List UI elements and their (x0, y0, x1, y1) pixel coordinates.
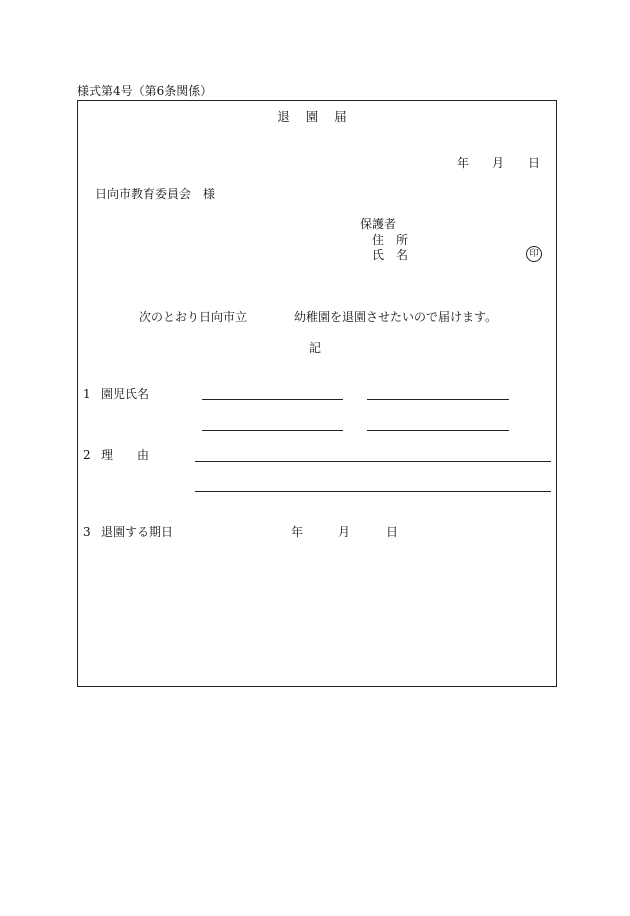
guardian-address-label: 住 所 (372, 233, 409, 247)
form-number-label: 様式第4号（第6条関係） (77, 84, 213, 98)
guardian-heading: 保護者 (360, 217, 397, 231)
statement-part-2: 幼稚園を退園させたいので届けます。 (294, 310, 498, 324)
child-name-line-2b[interactable] (367, 430, 509, 431)
addressee: 日向市教育委員会 様 (95, 187, 216, 201)
item-3-label: 退園する期日 (101, 525, 174, 539)
withdrawal-year-label: 年 (291, 525, 304, 539)
seal-mark: 印 (526, 246, 542, 262)
date-day-label: 日 (528, 156, 541, 170)
withdrawal-day-label: 日 (386, 525, 399, 539)
reason-line-2[interactable] (195, 491, 551, 492)
form-title: 退 園 届 (277, 109, 353, 124)
date-month-label: 月 (492, 156, 505, 170)
ki-heading: 記 (308, 341, 321, 355)
child-name-line-1b[interactable] (367, 399, 509, 400)
item-2-label: 理 由 (101, 448, 150, 462)
item-1-label: 園児氏名 (101, 387, 150, 401)
item-1-number: 1 (83, 387, 91, 401)
child-name-line-1a[interactable] (202, 399, 343, 400)
item-3-number: 3 (83, 525, 91, 539)
date-year-label: 年 (457, 156, 470, 170)
guardian-name-label: 氏 名 (372, 248, 409, 262)
statement-part-1: 次のとおり日向市立 (139, 310, 248, 324)
withdrawal-month-label: 月 (338, 525, 351, 539)
child-name-line-2a[interactable] (202, 430, 343, 431)
reason-line-1[interactable] (195, 461, 551, 462)
item-2-number: 2 (83, 448, 91, 462)
